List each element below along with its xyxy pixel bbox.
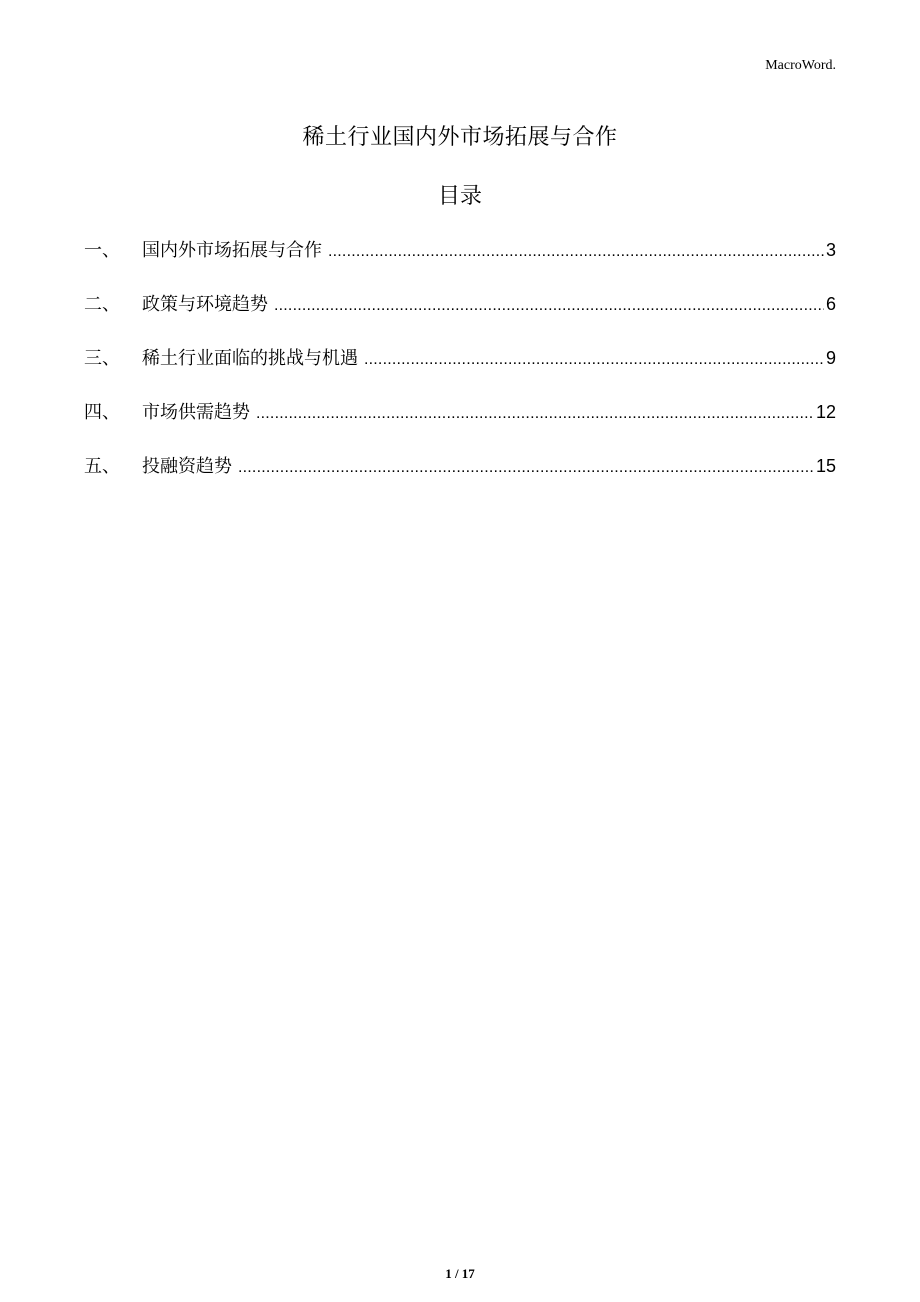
toc-entry-number: 三、 (84, 348, 120, 369)
toc-entry[interactable] (84, 290, 836, 317)
toc-dot-leader (238, 459, 814, 477)
toc-entry-title[interactable]: 稀土行业面临的挑战与机遇 (142, 348, 358, 369)
toc-entry-number: 五、 (84, 456, 120, 477)
toc-entry-number: 四、 (84, 402, 120, 423)
table-of-contents (84, 236, 836, 506)
toc-entry-page[interactable]: 12 (815, 402, 836, 422)
toc-entry-page[interactable]: 15 (815, 456, 836, 476)
toc-entry-page[interactable]: 3 (825, 240, 836, 260)
toc-heading: 目录 (437, 184, 482, 209)
toc-dot-leader (256, 405, 814, 423)
toc-entry-page[interactable]: 6 (825, 294, 836, 314)
toc-entry-page[interactable]: 9 (825, 348, 836, 368)
document-title: 稀土行业国内外市场拓展与合作 (302, 125, 618, 150)
toc-entry-title[interactable]: 政策与环境趋势 (142, 294, 268, 315)
toc-dot-leader (274, 297, 824, 315)
page-number-footer: 1 / 17 (445, 1266, 475, 1281)
toc-entry-title[interactable]: 投融资趋势 (142, 456, 232, 477)
toc-entry-number: 一、 (84, 240, 120, 261)
toc-entry[interactable] (84, 344, 836, 371)
toc-entry[interactable] (84, 236, 836, 263)
toc-dot-leader (364, 351, 824, 369)
toc-entry-title[interactable]: 国内外市场拓展与合作 (142, 240, 322, 261)
header-brand: MacroWord. (765, 58, 836, 73)
toc-entry[interactable] (84, 452, 836, 479)
toc-entry-title[interactable]: 市场供需趋势 (142, 402, 250, 423)
toc-dot-leader (328, 243, 824, 261)
toc-entry[interactable] (84, 398, 836, 425)
toc-entry-number: 二、 (84, 294, 120, 315)
